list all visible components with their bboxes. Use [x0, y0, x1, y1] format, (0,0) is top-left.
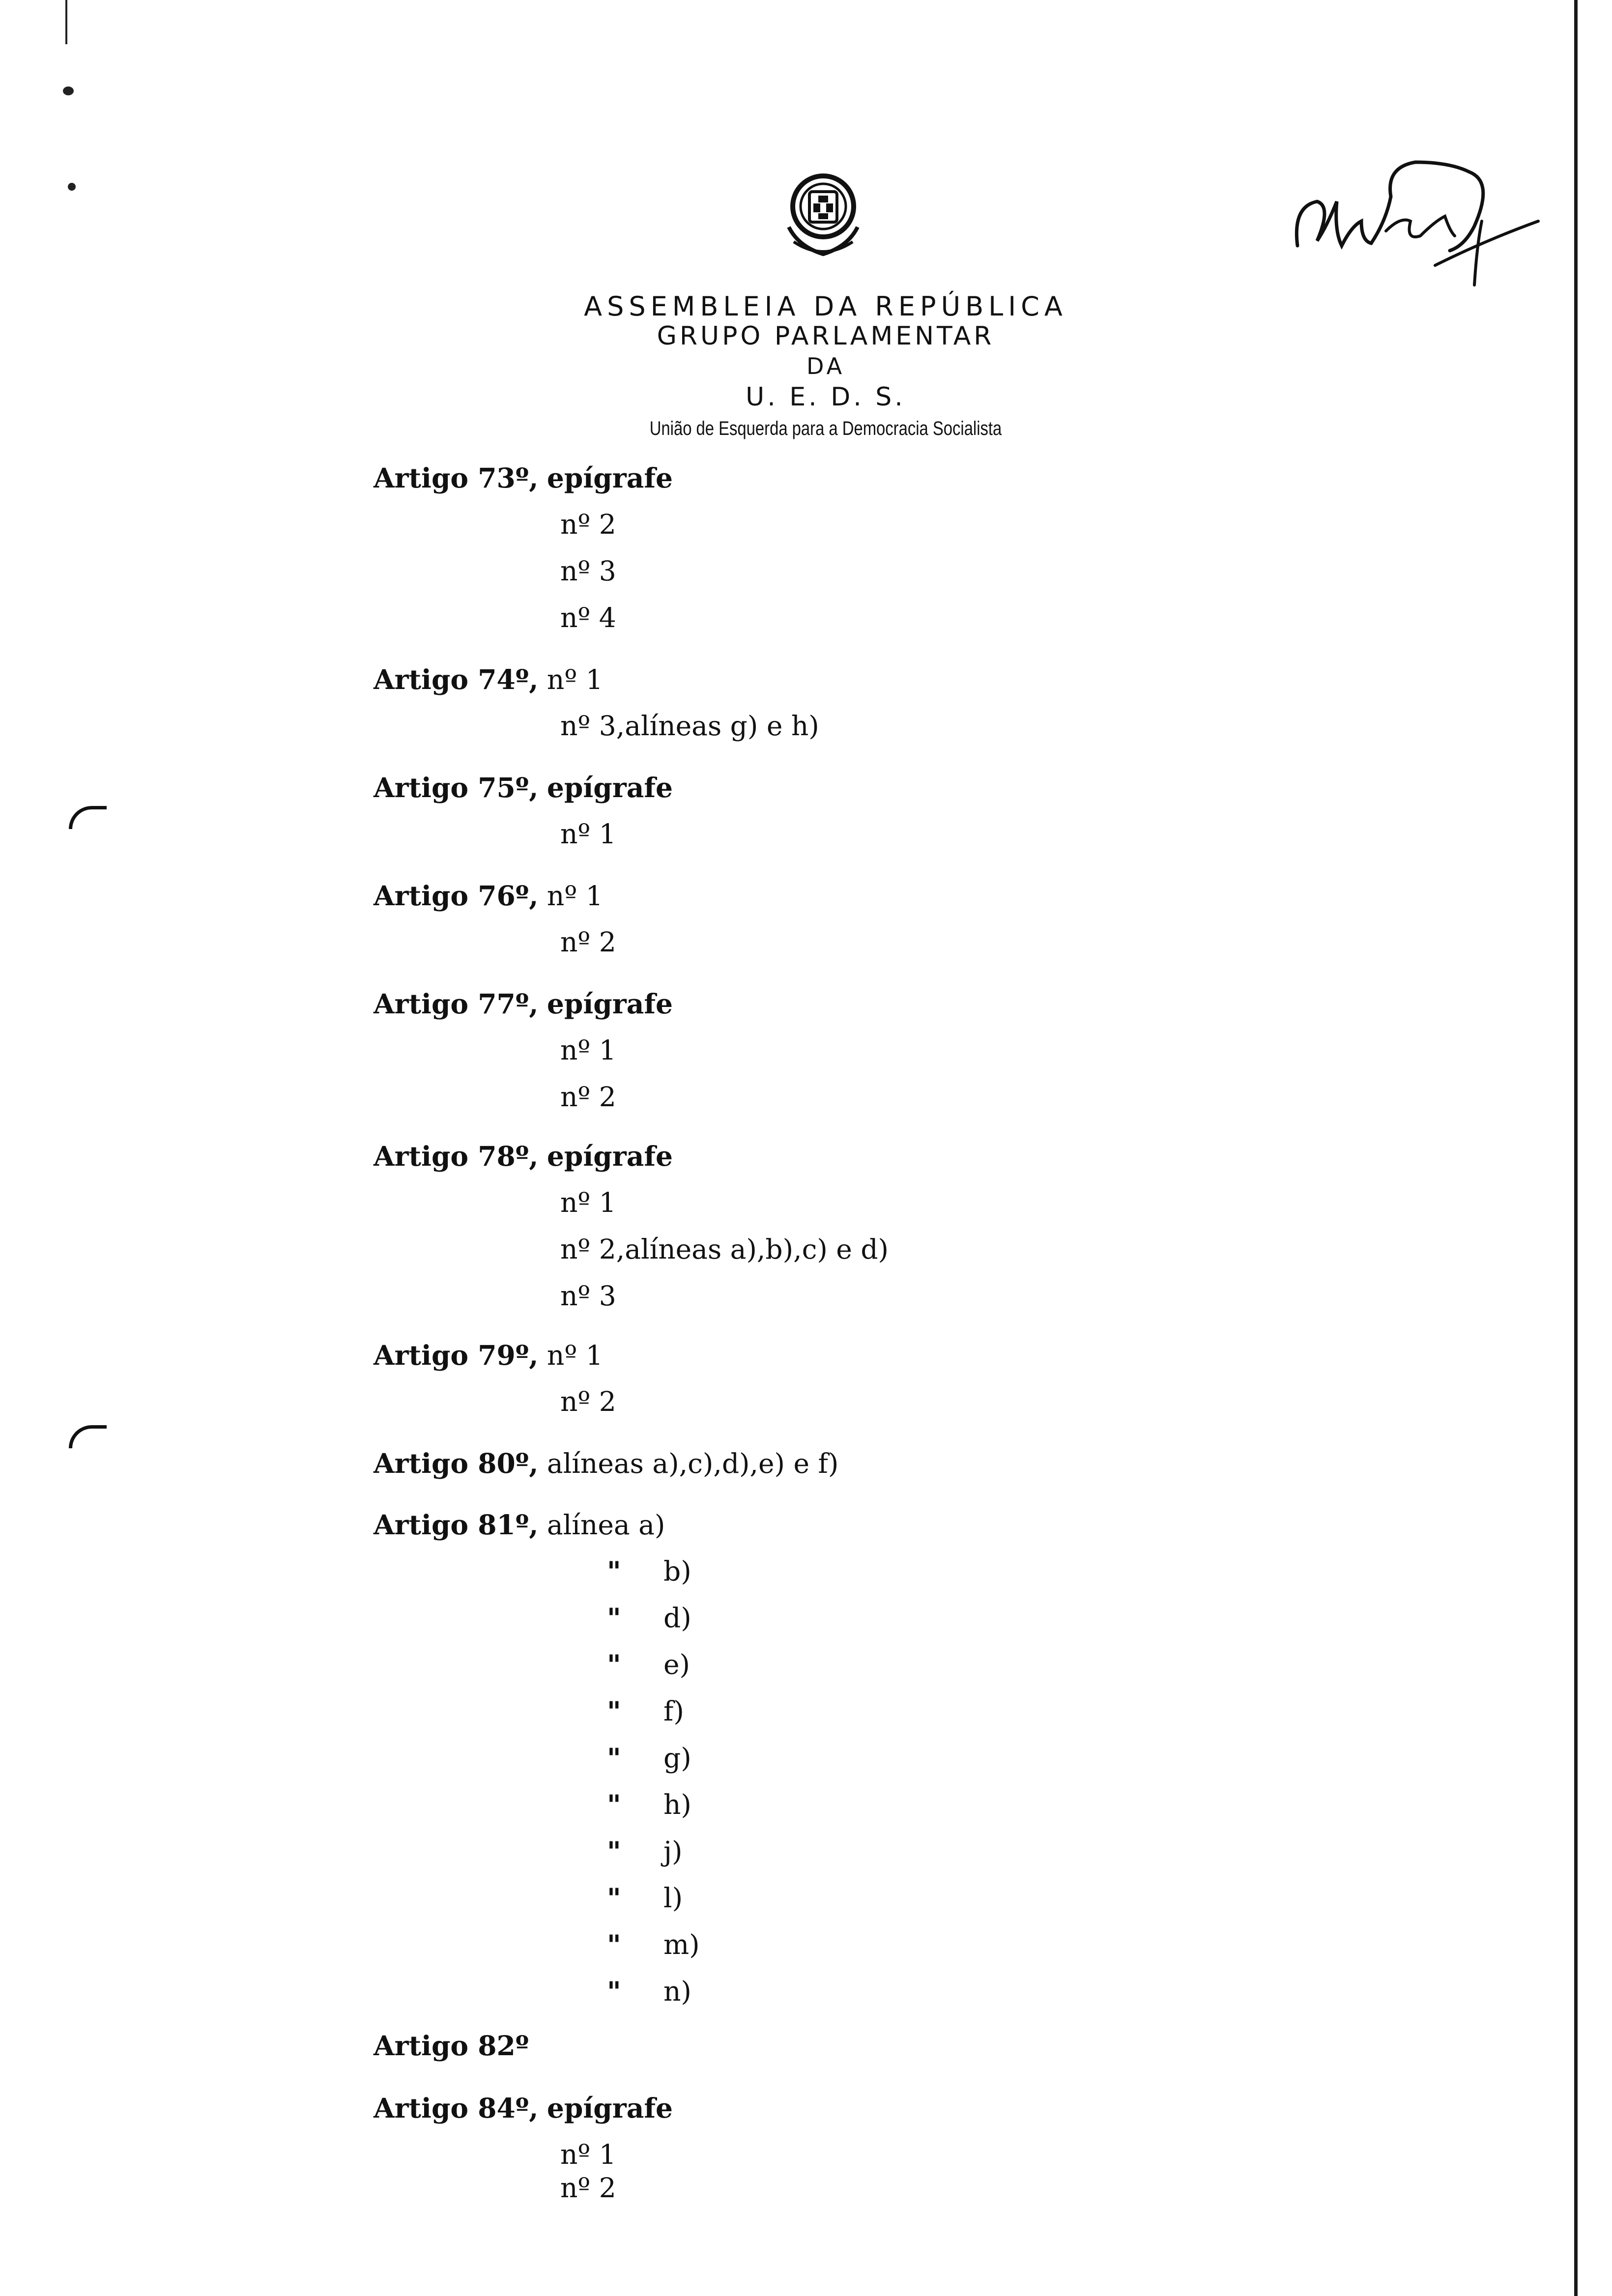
alinea-letter: h) [663, 1789, 691, 1820]
ditto-mark: " [607, 1695, 621, 1727]
article-item: nº 2 [560, 1081, 616, 1113]
coat-of-arms-emblem [779, 168, 867, 261]
alinea-letter: g) [663, 1742, 691, 1774]
article-77 [374, 990, 673, 1018]
article-subject: nº 1 [547, 880, 603, 912]
alinea-letter: f) [663, 1695, 684, 1727]
scan-dot [63, 86, 74, 95]
ditto-mark: " [607, 1789, 621, 1821]
alinea-letter: l) [663, 1882, 683, 1914]
ditto-mark: " [607, 1976, 621, 2008]
article-subject: epígrafe [547, 462, 673, 494]
article-item: nº 1 [560, 1187, 616, 1218]
article-item: nº 2 [560, 509, 616, 540]
article-label: Artigo 74º, [374, 663, 539, 695]
article-item: nº 1 [560, 1034, 616, 1066]
article-75 [374, 774, 673, 802]
article-79 [374, 1339, 603, 1371]
article-label: Artigo 80º, [374, 1447, 539, 1479]
handwritten-signature [1288, 147, 1543, 295]
article-subject: alíneas a),c),d),e) e f) [547, 1448, 839, 1479]
header-ueds: U. E. D. S. [746, 382, 906, 412]
article-label: Artigo 79º, [374, 1339, 539, 1371]
article-subject: nº 1 [547, 664, 603, 695]
article-label: Artigo 84º, [374, 2092, 539, 2124]
article-item: nº 1 [560, 818, 616, 850]
header-assembly: ASSEMBLEIA DA REPÚBLICA [584, 291, 1067, 322]
article-subject: nº 1 [547, 1340, 603, 1371]
article-label: Artigo 77º, [374, 988, 539, 1020]
scan-edge-line [1574, 0, 1578, 2296]
ditto-mark: " [607, 1882, 621, 1914]
article-74 [374, 663, 603, 695]
article-item: nº 3 [560, 1280, 616, 1312]
scan-dot [68, 183, 76, 191]
article-82 [374, 2032, 529, 2060]
article-subject: alínea a) [547, 1509, 665, 1541]
alinea-letter: m) [663, 1929, 700, 1960]
article-item: nº 2,alíneas a),b),c) e d) [560, 1234, 889, 1265]
article-label: Artigo 75º, [374, 772, 539, 804]
article-84 [374, 2092, 673, 2124]
header-party-name: União de Esquerda para a Democracia Socialista [649, 418, 1002, 439]
article-item: nº 2 [560, 2172, 616, 2204]
alinea-letter: d) [663, 1602, 691, 1634]
article-item: nº 3 [560, 555, 616, 587]
ditto-mark: " [607, 1742, 621, 1774]
header-da: DA [806, 353, 845, 379]
article-label: Artigo 73º, [374, 462, 539, 494]
article-subject: epígrafe [547, 772, 673, 804]
article-label: Artigo 78º, [374, 1140, 539, 1172]
article-subject: epígrafe [547, 2092, 673, 2124]
article-subject: epígrafe [547, 988, 673, 1020]
scan-mark [65, 0, 67, 44]
article-item: nº 1 [560, 2139, 616, 2170]
ditto-mark: " [607, 1649, 621, 1681]
article-item: nº 4 [560, 602, 616, 633]
alinea-letter: b) [663, 1555, 691, 1587]
alinea-letter: n) [663, 1976, 691, 2007]
article-item: nº 3,alíneas g) e h) [560, 710, 819, 742]
ditto-mark: " [607, 1602, 621, 1634]
alinea-letter: e) [663, 1649, 691, 1680]
binding-hole-mark [69, 806, 107, 829]
article-item: nº 2 [560, 1386, 616, 1417]
alinea-letter: j) [663, 1836, 683, 1867]
article-label: Artigo 82º [374, 2030, 529, 2062]
ditto-mark: " [607, 1555, 621, 1587]
article-76 [374, 882, 603, 910]
article-73 [374, 464, 673, 492]
binding-hole-mark [69, 1425, 107, 1448]
article-80 [374, 1447, 839, 1479]
article-label: Artigo 76º, [374, 880, 539, 912]
article-item: nº 2 [560, 926, 616, 958]
article-subject: epígrafe [547, 1140, 673, 1172]
article-label: Artigo 81º, [374, 1509, 539, 1541]
header-group: GRUPO PARLAMENTAR [657, 321, 995, 351]
ditto-mark: " [607, 1836, 621, 1867]
ditto-mark: " [607, 1929, 621, 1961]
article-78 [374, 1140, 673, 1172]
article-81 [374, 1511, 665, 1539]
